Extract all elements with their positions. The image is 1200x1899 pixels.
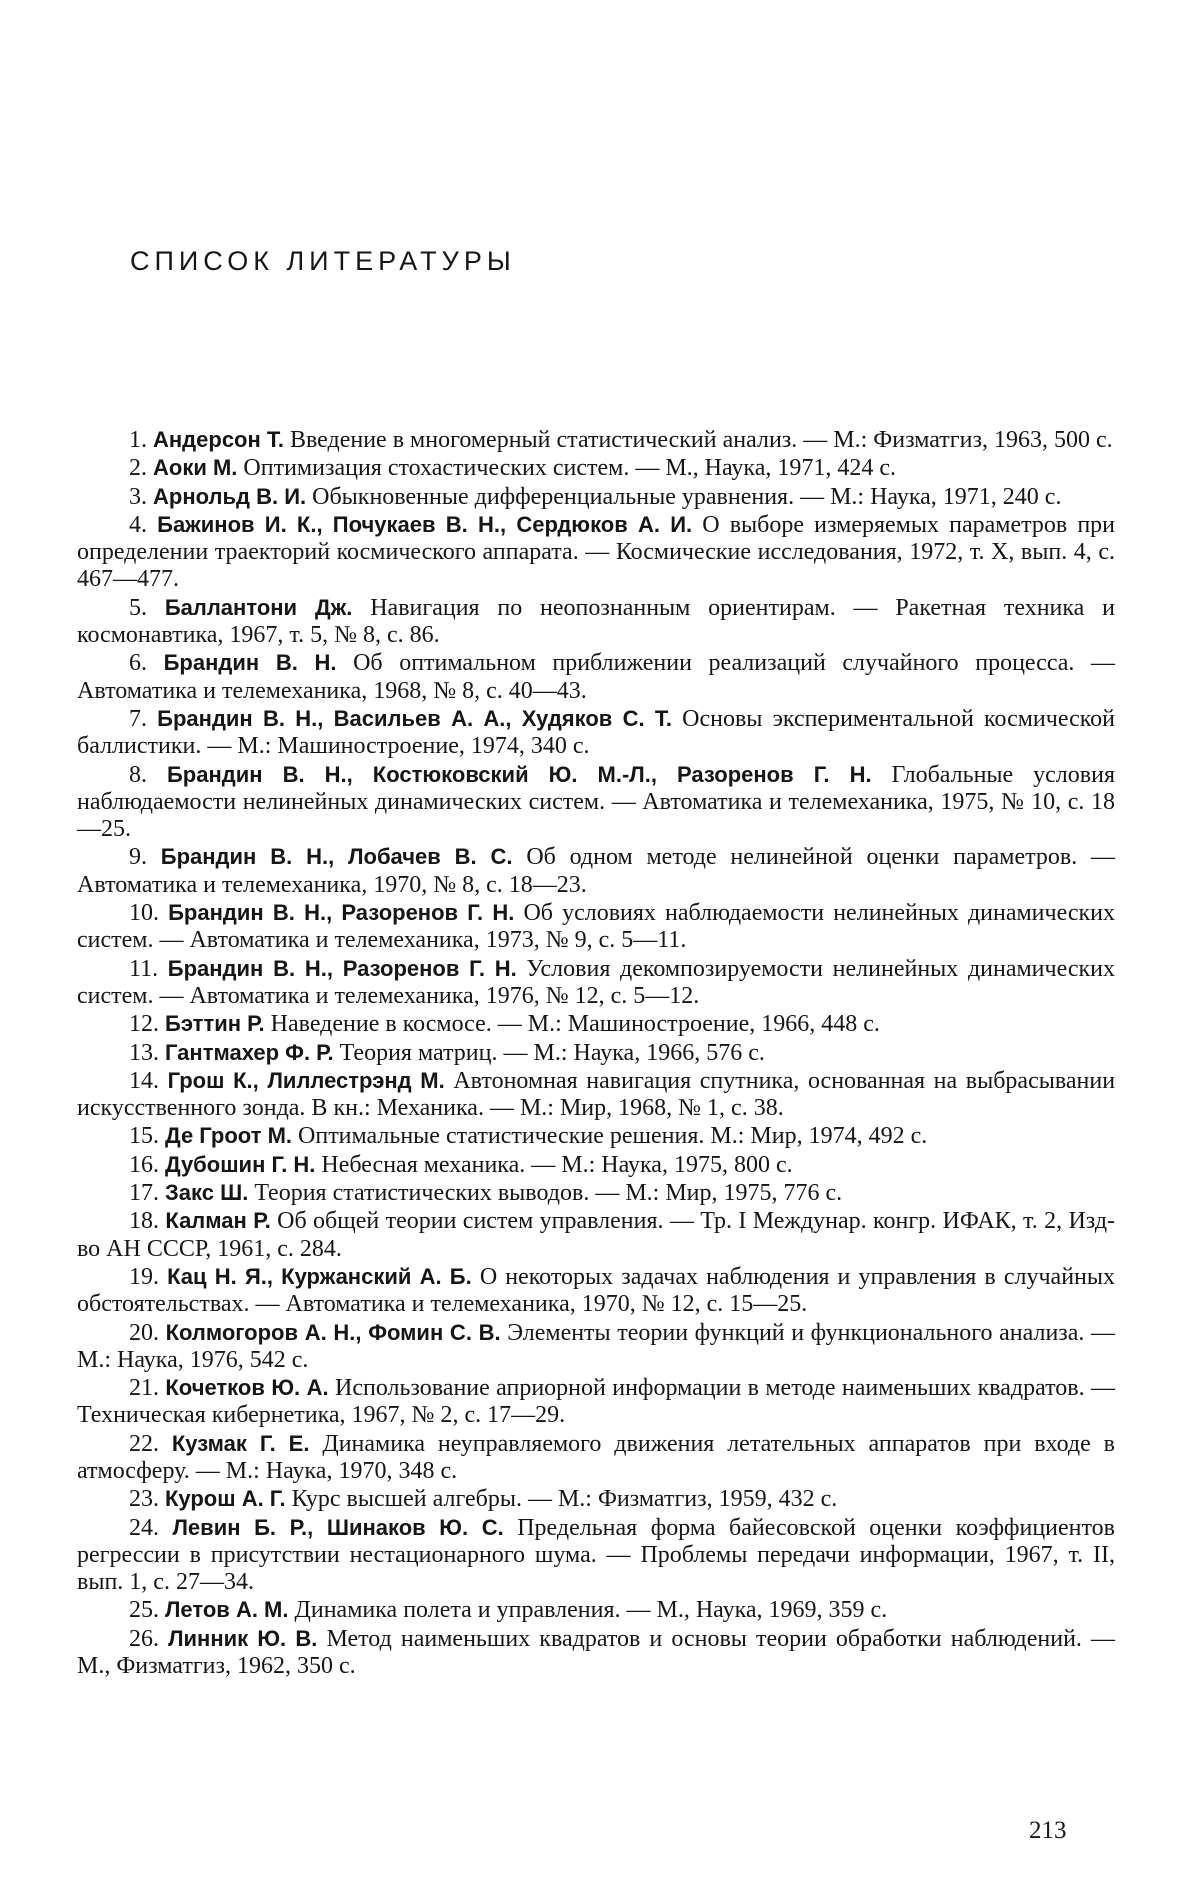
reference-item [77, 1263, 1115, 1319]
reference-number: 7. [129, 705, 147, 732]
reference-text: Введение в многомерный статистический анализ. — М.: Физматгиз, 1963, 500 с. [289, 427, 1113, 453]
reference-text: Оптимизация стохастических систем. — М., Наука, 1971, 424 с. [243, 455, 897, 482]
reference-text: Оптимальные статистические решения. М.: Мир, 1974, 492 с. [298, 1123, 928, 1150]
reference-author: Грош К., Лиллестрэнд М. [167, 1067, 445, 1093]
reference-number: 8. [129, 761, 147, 788]
reference-author: Кочетков Ю. А. [165, 1375, 329, 1401]
reference-text: Наведение в космосе. — М.: Машиностроение, 1966, 448 с. [270, 1011, 880, 1038]
reference-item [77, 426, 1115, 454]
reference-author: Калман Р. [165, 1208, 271, 1234]
reference-text: Автономная навигация спутника, основанная на выбрасывании искусственного зонда. В кн.: Механика. — М.: Мир, 1968, № 1, с. 38. [77, 1067, 1116, 1122]
reference-number: 22. [129, 1430, 159, 1457]
reference-number: 14. [129, 1067, 159, 1094]
reference-number: 25. [129, 1597, 159, 1624]
reference-number: 24. [129, 1514, 159, 1541]
reference-text: Об оптимальном приближении реализаций случайного процесса. — Автоматика и телемеханика, 1968, № 8, с. 40—43. [77, 650, 1115, 704]
reference-text: Навигация по неопознанным ориентирам. — Ракетная техника и космонавтика, 1967, т. 5, № 8, с. 86. [77, 594, 1115, 649]
reference-author: Бажинов И. К., Почукаев В. Н., Сердюков А. И. [157, 511, 693, 537]
reference-item [77, 454, 1115, 482]
reference-author: Брандин В. Н. [163, 650, 337, 676]
reference-number: 15. [129, 1123, 159, 1150]
reference-author: Кац Н. Я., Куржанский А. Б. [167, 1263, 472, 1289]
reference-item [77, 649, 1115, 705]
reference-author: Левин Б. Р., Шинаков Ю. С. [172, 1514, 504, 1540]
reference-text: Об одном методе нелинейной оценки параметров. — Автоматика и телемеханика, 1970, № 8, с. 18—23. [77, 844, 1116, 898]
reference-author: Брандин В. Н., Костюковский Ю. М.-Л., Разоренов Г. Н. [166, 761, 872, 787]
reference-author: Баллантони Дж. [164, 594, 353, 620]
reference-author: Кузмак Г. Е. [171, 1430, 310, 1456]
reference-text: Динамика неуправляемого движения летательных аппаратов при входе в атмосферу. — М.: Наука, 1970, 348 с. [77, 1430, 1115, 1484]
reference-number: 11. [129, 955, 159, 982]
reference-text: О некоторых задачах наблюдения и управления в случайных обстоятельствах. — Автоматика и телемеханика, 1970, № 12, с. 15—25. [77, 1263, 1116, 1318]
reference-author: Брандин В. Н., Разоренов Г. Н. [168, 900, 515, 926]
reference-item [77, 843, 1115, 899]
reference-number: 1. [129, 427, 147, 453]
reference-item [77, 1122, 1115, 1150]
reference-number: 20. [129, 1319, 159, 1346]
reference-author: Брандин В. Н., Разоренов Г. Н. [167, 955, 517, 981]
reference-number: 18. [129, 1208, 159, 1235]
reference-author: Курош А. Г. [165, 1486, 286, 1512]
reference-text: Метод наименьших квадратов и основы теории обработки наблюдений. — М., Физматгиз, 1962, 350 с. [77, 1625, 1116, 1680]
reference-author: Гантмахер Ф. Р. [165, 1039, 334, 1065]
reference-item [77, 1067, 1115, 1123]
reference-text: Глобальные условия наблюдаемости нелинейных динамических систем. — Автоматика и телемеханика, 1975, № 10, с. 18—25. [77, 761, 1116, 843]
reference-author: Дубошин Г. Н. [165, 1151, 316, 1177]
reference-number: 5. [129, 594, 147, 621]
reference-item [77, 705, 1115, 761]
reference-text: О выборе измеряемых параметров при определении траекторий космического аппарата. — Космические исследования, 1972, т. X, вып. 4, с. 467—477. [77, 511, 1116, 593]
reference-item [77, 1514, 1115, 1597]
reference-number: 9. [129, 844, 147, 871]
reference-number: 23. [129, 1486, 159, 1513]
reference-number: 6. [129, 650, 147, 677]
reference-item [77, 1039, 1115, 1067]
reference-text: Использование априорной информации в методе наименьших квадратов. — Техническая кибернетика, 1967, № 2, с. 17—29. [77, 1375, 1116, 1429]
reference-item [77, 1010, 1115, 1038]
reference-author: Закс Ш. [165, 1180, 249, 1206]
reference-text: Обыкновенные дифференциальные уравнения. — М.: Наука, 1971, 240 с. [312, 483, 1062, 510]
reference-author: Линник Ю. В. [168, 1625, 318, 1651]
reference-number: 16. [129, 1151, 159, 1178]
reference-text: Элементы теории функций и функционального анализа. — М.: Наука, 1976, 542 с. [77, 1319, 1116, 1373]
reference-text: Основы экспериментальной космической баллистики. — М.: Машиностроение, 1974, 340 с. [77, 705, 1116, 760]
reference-number: 19. [129, 1263, 159, 1290]
reference-number: 12. [129, 1011, 159, 1038]
page-number: 213 [1029, 1817, 1067, 1844]
reference-text: Курс высшей алгебры. — М.: Физматгиз, 1959, 432 с. [291, 1486, 838, 1513]
reference-author: Летов А. М. [165, 1597, 289, 1623]
reference-item [77, 1485, 1115, 1513]
reference-number: 10. [129, 900, 159, 927]
reference-text: Динамика полета и управления. — М., Наука, 1969, 359 с. [294, 1597, 888, 1624]
reference-item [77, 761, 1115, 844]
reference-item [77, 899, 1115, 955]
reference-number: 26. [129, 1625, 159, 1652]
reference-item [77, 1596, 1115, 1624]
reference-item [77, 1374, 1115, 1430]
reference-text: Теория статистических выводов. — М.: Мир, 1975, 776 с. [254, 1180, 843, 1207]
reference-number: 4. [129, 511, 147, 538]
reference-item [77, 1151, 1115, 1179]
reference-author: Бэттин Р. [165, 1011, 265, 1037]
reference-text: Небесная механика. — М.: Наука, 1975, 800 с. [321, 1151, 793, 1178]
page-title: СПИСОК ЛИТЕРАТУРЫ [130, 246, 516, 276]
reference-author: Де Гроот М. [165, 1123, 293, 1149]
reference-text: Об общей теории систем управления. — Тр. I Междунар. конгр. ИФАК, т. 2, Изд-во АН СССР, 1961, с. 284. [77, 1208, 1116, 1262]
reference-number: 21. [129, 1375, 159, 1402]
reference-item [77, 955, 1115, 1011]
reference-text: Условия декомпозируемости нелинейных динамических систем. — Автоматика и телемеханика, 1976, № 12, с. 5—12. [77, 955, 1115, 1009]
reference-item [77, 594, 1115, 650]
reference-text: Об условиях наблюдаемости нелинейных динамических систем. — Автоматика и телемеханика, 1973, № 9, с. 5—11. [77, 900, 1116, 954]
reference-author: Брандин В. Н., Васильев А. А., Худяков С. Т. [157, 705, 672, 731]
reference-item [77, 1430, 1115, 1486]
reference-number: 2. [129, 455, 147, 482]
reference-author: Колмогоров А. Н., Фомин С. В. [165, 1319, 501, 1345]
reference-item [77, 1179, 1115, 1207]
reference-item [77, 1207, 1115, 1263]
reference-author: Аоки М. [153, 455, 238, 481]
reference-item [77, 511, 1115, 594]
reference-item [77, 1319, 1115, 1375]
reference-text: Предельная форма байесовской оценки коэффициентов регрессии в присутствии нестационарного шума. — Проблемы передачи информации, 1967, т. II, вып. 1, с. 27—34. [77, 1514, 1116, 1596]
reference-item [77, 483, 1115, 511]
reference-text: Теория матриц. — М.: Наука, 1966, 576 с. [339, 1039, 765, 1066]
reference-number: 3. [129, 483, 147, 510]
reference-author: Арнольд В. И. [153, 483, 307, 509]
reference-list [77, 426, 1115, 1680]
reference-author: Андерсон Т. [153, 427, 284, 452]
reference-author: Брандин В. Н., Лобачев В. С. [160, 844, 513, 870]
reference-number: 17. [129, 1180, 159, 1207]
reference-number: 13. [129, 1039, 159, 1066]
reference-item [77, 1625, 1115, 1681]
